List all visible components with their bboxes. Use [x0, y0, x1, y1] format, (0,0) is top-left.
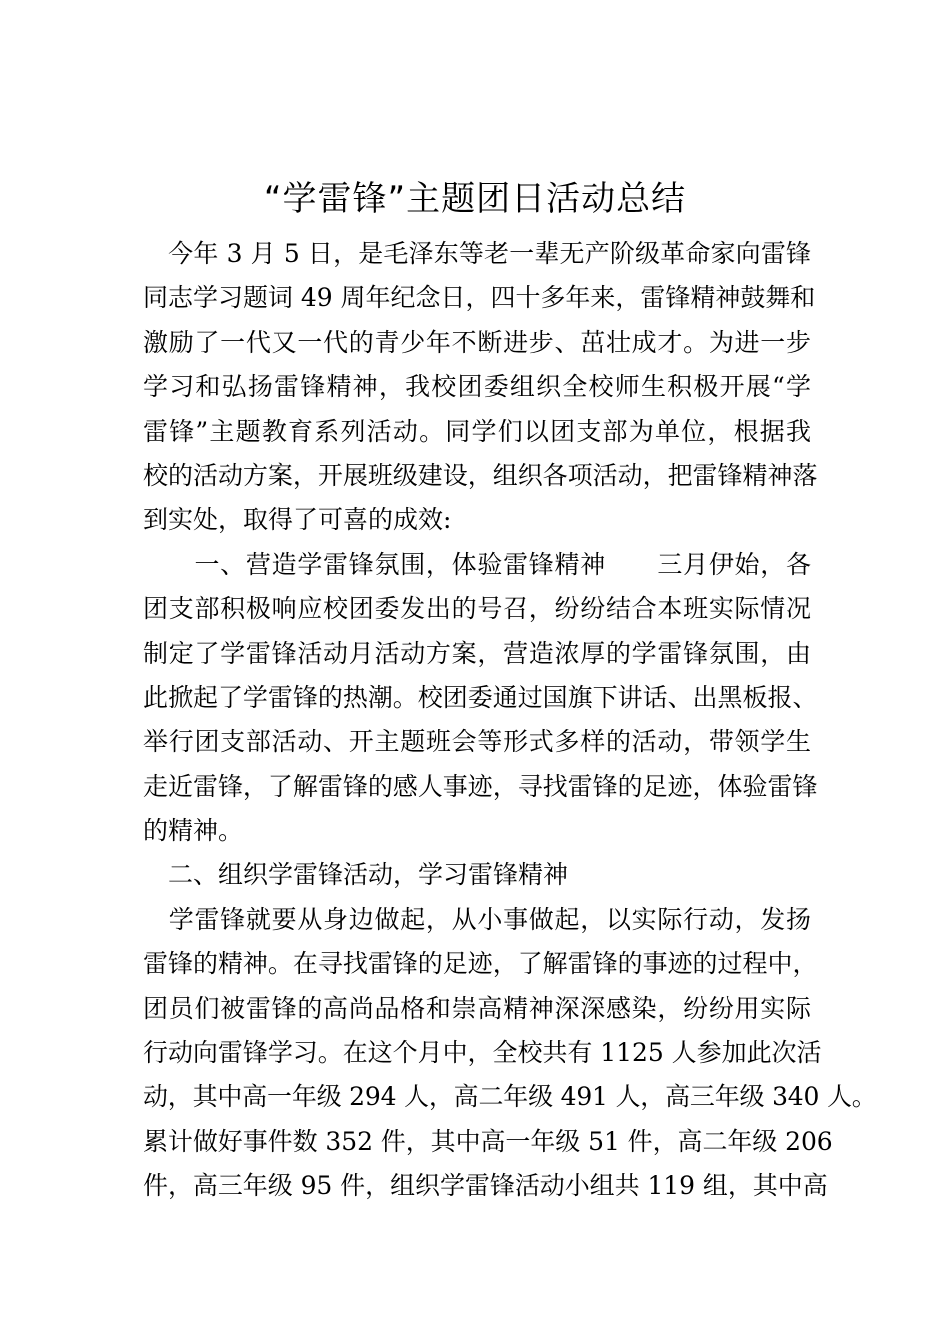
body-line: 走近雷锋，了解雷锋的感人事迹，寻找雷锋的足迹，体验雷锋 — [143, 771, 818, 801]
body-line: 此掀起了学雷锋的热潮。校团委通过国旗下讲话、出黑板报、 — [143, 682, 818, 712]
document-body — [143, 232, 877, 1209]
body-line: 累计做好事件数 352 件，其中高一年级 51 件，高二年级 206 — [143, 1126, 833, 1156]
body-line: 团支部积极响应校团委发出的号召，纷纷结合本班实际情况 — [143, 594, 811, 624]
body-line: 学习和弘扬雷锋精神，我校团委组织全校师生积极开展“学 — [143, 372, 811, 402]
body-line: 校的活动方案，开展班级建设，组织各项活动，把雷锋精神落 — [143, 460, 818, 490]
body-line: 同志学习题词 49 周年纪念日，四十多年来，雷锋精神鼓舞和 — [143, 283, 816, 313]
section-heading-1-line: 一、营造学雷锋氛围，体验雷锋精神 三月伊始，各 — [143, 549, 811, 579]
body-line: 雷锋”主题教育系列活动。同学们以团支部为单位，根据我 — [143, 416, 811, 446]
body-line: 的精神。 — [143, 816, 244, 846]
document-title: “学雷锋”主题团日活动总结 — [263, 179, 687, 219]
body-line: 举行团支部活动、开主题班会等形式多样的活动，带领学生 — [143, 727, 811, 757]
section-heading-2: 二、组织学雷锋活动，学习雷锋精神 — [143, 860, 569, 890]
body-line: 今年 3 月 5 日，是毛泽东等老一辈无产阶级革命家向雷锋 — [143, 239, 811, 268]
body-line: 激励了一代又一代的青少年不断进步、茁壮成才。为进一步 — [143, 327, 811, 357]
body-line: 团员们被雷锋的高尚品格和崇高精神深深感染，纷纷用实际 — [143, 993, 811, 1023]
body-line: 动，其中高一年级 294 人，高二年级 491 人，高三年级 340 人。 — [143, 1082, 877, 1112]
body-line: 到实处，取得了可喜的成效: — [143, 505, 452, 535]
body-line: 件，高三年级 95 件，组织学雷锋活动小组共 119 组，其中高 — [143, 1171, 828, 1201]
body-line: 学雷锋就要从身边做起，从小事做起，以实际行动，发扬 — [143, 904, 811, 934]
body-line: 雷锋的精神。在寻找雷锋的足迹，了解雷锋的事迹的过程中， — [143, 949, 818, 979]
body-line: 行动向雷锋学习。在这个月中，全校共有 1125 人参加此次活 — [143, 1038, 822, 1068]
body-line: 制定了学雷锋活动月活动方案，营造浓厚的学雷锋氛围，由 — [143, 638, 811, 668]
